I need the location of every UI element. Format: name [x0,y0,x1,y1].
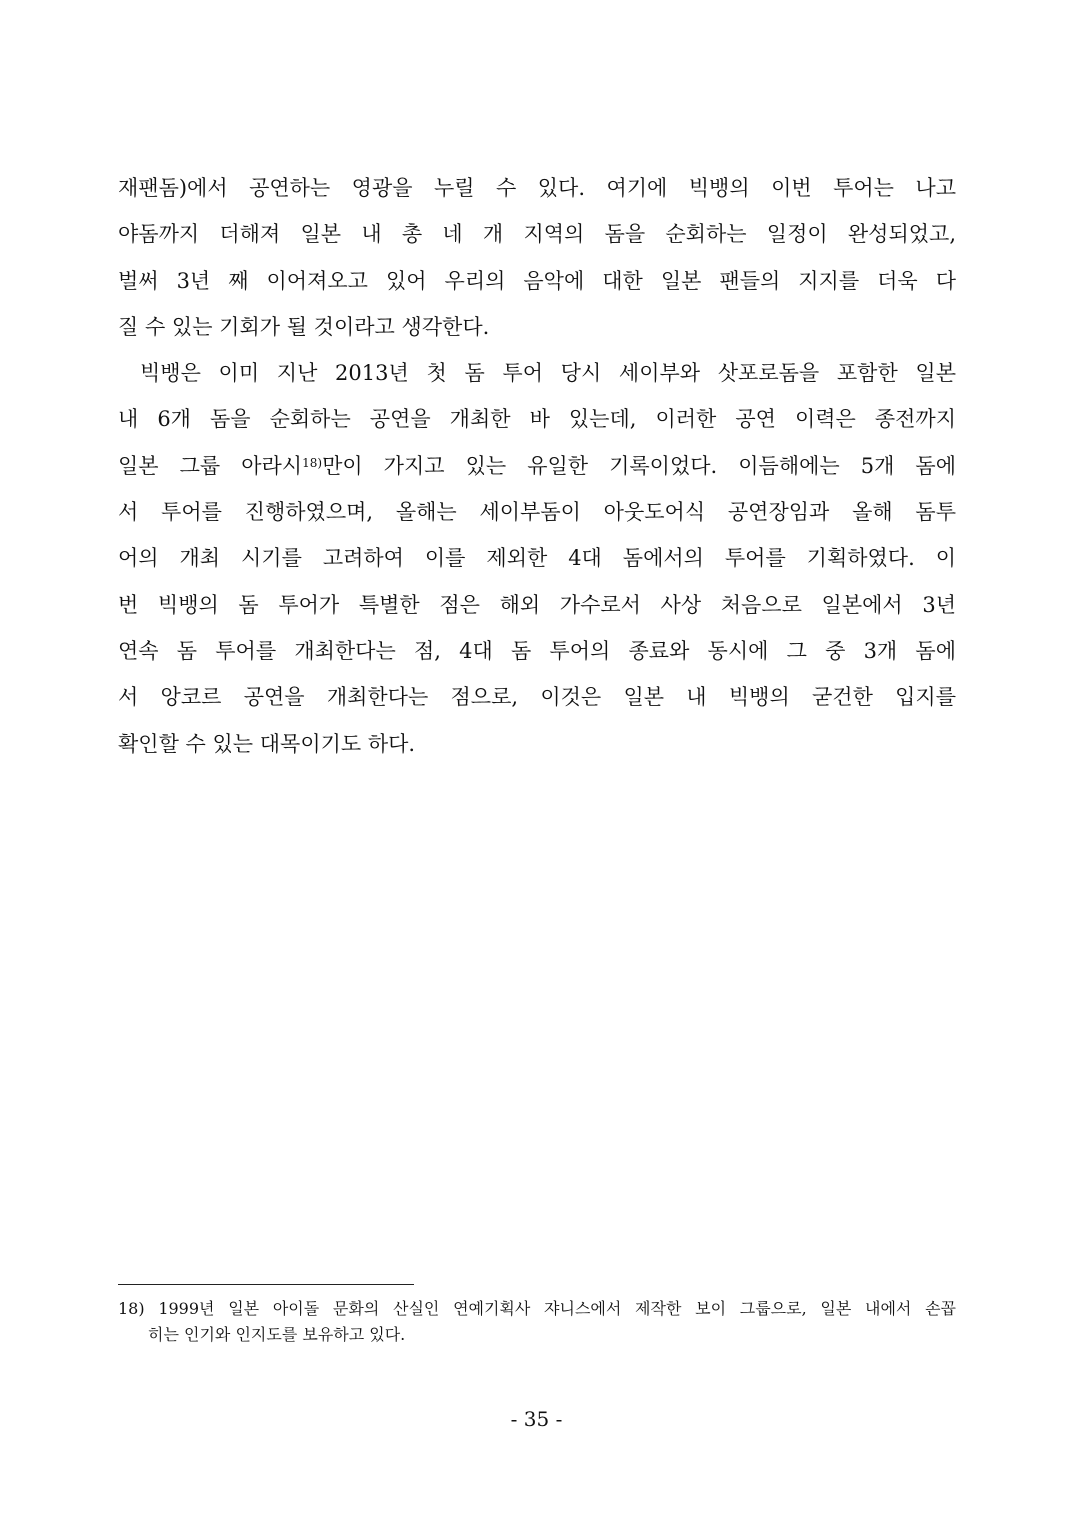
paragraph-line: 내 6개 돔을 순회하는 공연을 개최한 바 있는데, 이러한 공연 이력은 종전까지 [118,407,956,432]
paragraph-line-with-footnote [118,446,956,492]
paragraph-line: 서 투어를 진행하였으며, 올해는 세이부돔이 아웃도어식 공연장임과 올해 돔투 [118,500,956,525]
footnote-line: 히는 인기와 인지도를 보유하고 있다. [148,1325,406,1344]
paragraph-line: 질 수 있는 기회가 될 것이라고 생각한다. [118,314,490,339]
page-number: - 35 - [510,1407,563,1431]
paragraph-line: 확인할 수 있는 대목이기도 하다. [118,731,416,756]
paragraph-line: 어의 개최 시기를 고려하여 이를 제외한 4대 돔에서의 투어를 기획하였다. 이 [118,546,956,571]
text-segment: 만이 가지고 있는 유일한 기록이었다. 이듬해에는 5개 돔에 [322,453,957,478]
footnote-reference[interactable]: 18) [302,455,323,470]
paragraph-line: 빅뱅은 이미 지난 2013년 첫 돔 투어 당시 세이부와 삿포로돔을 포함한 일본 [140,361,956,386]
paragraph-line: 연속 돔 투어를 개최한다는 점, 4대 돔 투어의 종료와 동시에 그 중 3개 돔에 [118,638,956,663]
body-text [118,168,956,770]
paragraph-line: 서 앙코르 공연을 개최한다는 점으로, 이것은 일본 내 빅뱅의 굳건한 입지를 [118,685,956,710]
text-segment: 일본 그룹 아라시 [118,453,303,478]
footnote-divider [118,1284,414,1285]
paragraph-line: 벌써 3년 째 이어져오고 있어 우리의 음악에 대한 일본 팬들의 지지를 더욱 다 [118,268,956,293]
paragraph-line: 번 빅뱅의 돔 투어가 특별한 점은 해외 가수로서 사상 처음으로 일본에서 3년 [118,592,956,617]
footnote-line: 18) 1999년 일본 아이돌 문화의 산실인 연예기획사 쟈니스에서 제작한 보이 그룹으로, 일본 내에서 손꼽 [118,1299,956,1318]
paragraph-line: 야돔까지 더해져 일본 내 총 네 개 지역의 돔을 순회하는 일정이 완성되었고, [118,222,956,247]
footnote [118,1296,956,1348]
paragraph-line: 재팬돔)에서 공연하는 영광을 누릴 수 있다. 여기에 빅뱅의 이번 투어는 나고 [118,176,956,200]
